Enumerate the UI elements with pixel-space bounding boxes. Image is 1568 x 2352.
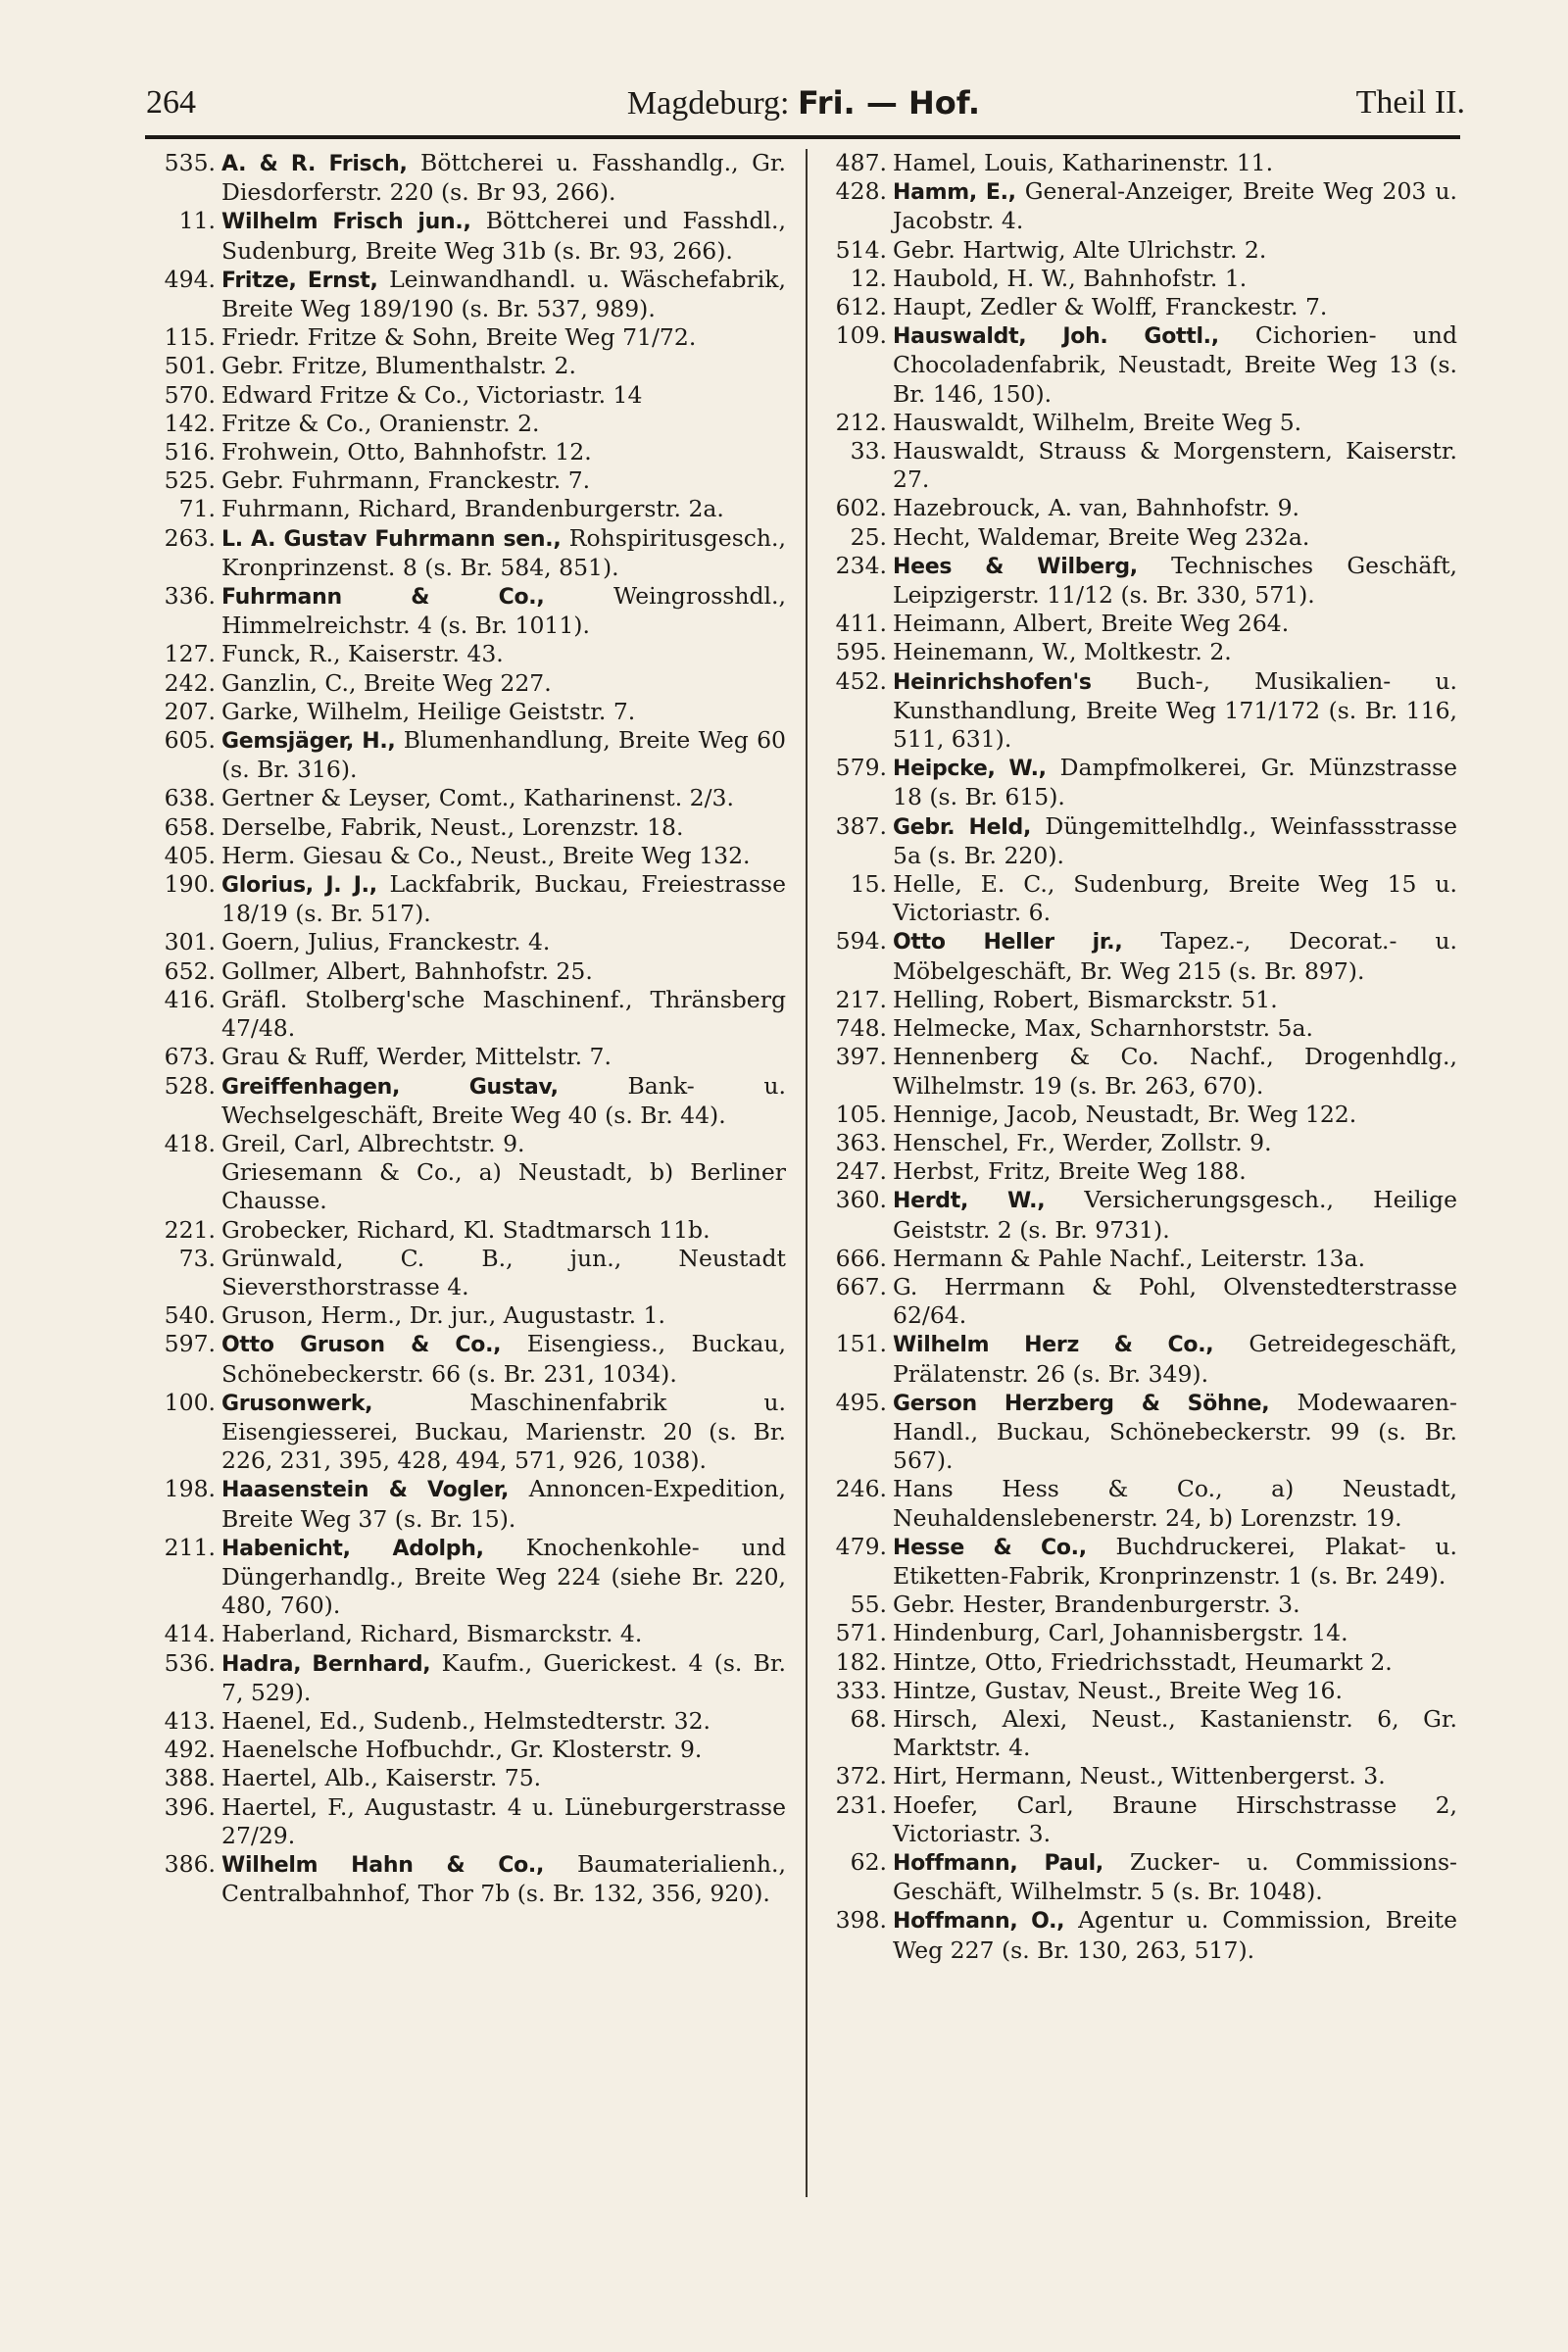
entry-firm-name: Hadra, Bernhard, [221,1651,431,1677]
entry-text: Buch-, Musikalien- u. Kunsthandlung, Breite Weg 171/172 (s. Br. 116, 511, 631). [893,666,1457,754]
directory-entry [147,669,786,698]
directory-entry [147,410,786,438]
directory-entry [147,149,786,207]
entry-number: 594. [835,927,887,956]
directory-entry [818,927,1457,985]
entry-text: Griesemann & Co., a) Neustadt, b) Berliner Chausse. [221,1158,786,1215]
running-title [142,84,1465,122]
directory-entry [818,1791,1457,1848]
directory-entry [818,1014,1457,1043]
entry-number: 396. [164,1792,216,1821]
directory-entry [818,1186,1457,1244]
entry-number: 525. [164,466,216,495]
entry-text: Hoefer, Carl, Braune Hirschstrasse 2, Victoriastr. 3. [893,1790,1457,1847]
directory-entry [147,1130,786,1158]
entry-text: Maschinenfabrik u. Eisengiesserei, Buckau, Marienstr. 20 (s. Br. 226, 231, 395, 428, 494, 571, 926, 1038). [221,1388,786,1475]
entry-text: Hans Hess & Co., a) Neustadt, Neuhaldenslebenerstr. 24, b) Lorenzstr. 19. [893,1475,1457,1532]
entry-text: Zucker- u. Commissions-Geschäft, Wilhelmstr. 5 (s. Br. 1048). [893,1847,1457,1906]
directory-entry [818,149,1457,177]
entry-number: 571. [835,1619,887,1647]
entry-number: 100. [164,1388,216,1416]
directory-entry [818,1129,1457,1157]
entry-text: Düngemittelhdlg., Weinfassstrasse 5a (s. Br. 220). [893,811,1457,869]
entry-number: 514. [835,235,887,264]
directory-entry [818,1157,1457,1186]
entry-number: 360. [835,1186,887,1214]
entry-text: Hindenburg, Carl, Johannisbergstr. 14. [893,1619,1348,1647]
entry-text: Haupt, Zedler & Wolff, Franckestr. 7. [893,293,1328,321]
entry-number: 105. [835,1100,887,1128]
entry-firm-name: A. & R. Frisch, [221,152,408,176]
directory-entry [818,610,1457,638]
directory-entry [818,523,1457,552]
directory-entry [147,1793,786,1850]
entry-number: 667. [835,1272,887,1300]
entry-text: Heinemann, W., Moltkestr. 2. [893,638,1232,666]
directory-entry [818,265,1457,293]
entry-text: Haenelsche Hofbuchdr., Gr. Klosterstr. 9. [221,1736,703,1764]
directory-entry [147,1216,786,1245]
directory-entry [147,1534,786,1621]
entry-text: Gräfl. Stolberg'sche Maschinenf., Thränsberg 47/48. [221,985,786,1043]
entry-text: Haberland, Richard, Bismarckstr. 4. [221,1620,643,1648]
directory-entry [818,1533,1457,1591]
entry-text: Frohwein, Otto, Bahnhofstr. 12. [221,438,592,466]
entry-firm-name: Gerson Herzberg & Söhne, [893,1391,1270,1416]
entry-number: 536. [164,1648,216,1677]
entry-text: Greil, Carl, Albrechtstr. 9. [221,1129,525,1157]
entry-number: 73. [178,1244,216,1272]
entry-text: Bank- u. Wechselgeschäft, Breite Weg 40 (s. Br. 44). [221,1071,786,1129]
directory-entry [147,726,786,784]
entry-firm-name: Hamm, E., [893,180,1016,206]
entry-text: Leinwandhandl. u. Wäschefabrik, Breite Weg 189/190 (s. Br. 537, 989). [221,265,786,323]
entry-number: 535. [164,149,216,176]
entry-number: 363. [835,1128,887,1156]
entry-number: 387. [835,811,887,840]
entry-number: 516. [164,438,216,466]
entry-number: 301. [164,928,216,956]
entry-number: 413. [164,1706,216,1735]
entry-number: 231. [835,1790,887,1819]
entry-number: 658. [164,812,216,841]
entry-number: 109. [835,321,887,350]
directory-entry [147,640,786,668]
entry-number: 414. [164,1620,216,1648]
entry-text: Gebr. Fuhrmann, Franckestr. 7. [221,466,591,495]
directory-entry [147,466,786,495]
directory-entry [818,1619,1457,1647]
entry-firm-name: Glorius, J. J., [221,873,377,899]
entry-number: 386. [164,1849,216,1878]
entry-number: 612. [835,293,887,321]
entry-number: 405. [164,841,216,869]
entry-text: Friedr. Fritze & Sohn, Breite Weg 71/72. [221,323,697,352]
entry-text: Grünwald, C. B., jun., Neustadt Sieversthorstrasse 4. [221,1244,786,1300]
directory-entry [147,928,786,956]
entry-text: Herm. Giesau & Co., Neust., Breite Weg 132. [221,841,751,869]
section-label: Theil II. [1355,84,1465,121]
entry-text: Gollmer, Albert, Bahnhofstr. 25. [221,956,593,985]
entry-text: Weingrosshdl., Himmelreichstr. 4 (s. Br. 1011). [221,582,786,640]
entry-text: Haertel, Alb., Kaiserstr. 75. [221,1764,542,1792]
entry-firm-name: Wilhelm Herz & Co., [893,1333,1214,1358]
entry-text: Böttcherei u. Fasshandlg., Gr. Diesdorferstr. 220 (s. Br 93, 266). [221,149,786,207]
entry-text: Gertner & Leyser, Comt., Katharinenst. 2/3. [221,784,734,812]
entry-text: Modewaaren-Handl., Buckau, Schönebeckerstr. 99 (s. Br. 567). [893,1388,1457,1475]
directory-entry [147,266,786,323]
directory-entry [147,1043,786,1071]
entry-text: Eisengiess., Buckau, Schönebeckerstr. 66 (s. Br. 231, 1034). [221,1330,786,1388]
running-title-city: Magdeburg: [626,85,790,122]
entry-number: 333. [835,1676,887,1704]
page-number: 264 [146,84,196,121]
entry-text: Gebr. Hester, Brandenburgerstr. 3. [893,1591,1300,1619]
entry-firm-name: Hoffmann, Paul, [893,1850,1103,1876]
entry-number: 198. [164,1475,216,1503]
entry-text: Kaufm., Guerickest. 4 (s. Br. 7, 529). [221,1648,786,1706]
entry-text: Gebr. Fritze, Blumenthalstr. 2. [221,352,576,380]
entry-text: Getreidegeschäft, Prälatenstr. 26 (s. Br. 349). [893,1330,1457,1388]
entry-number: 190. [164,870,216,899]
entry-number: 211. [164,1533,216,1561]
entry-text: Herbst, Fritz, Breite Weg 188. [893,1157,1247,1186]
entry-number: 492. [164,1736,216,1764]
entry-text: Fritze & Co., Oranienstr. 2. [221,409,540,437]
directory-entry [818,1475,1457,1532]
entry-text: Grobecker, Richard, Kl. Stadtmarsch 11b. [221,1215,710,1244]
directory-entry [818,1245,1457,1273]
entry-number: 479. [835,1532,887,1560]
entry-number: 652. [164,956,216,985]
entry-number: 151. [835,1330,887,1358]
entry-number: 207. [164,697,216,725]
directory-entry [818,409,1457,437]
directory-entry [147,1649,786,1707]
entry-number: 142. [164,409,216,437]
entry-text: Gruson, Herm., Dr. jur., Augustastr. 1. [221,1301,665,1330]
entry-number: 62. [850,1847,887,1876]
directory-entry [818,870,1457,927]
entry-text: Hermann & Pahle Nachf., Leiterstr. 13a. [893,1244,1366,1272]
entry-text: Hazebrouck, A. van, Bahnhofstr. 9. [893,494,1300,522]
entry-number: 416. [164,985,216,1013]
entry-firm-name: Otto Heller jr., [893,930,1123,956]
directory-entry [818,812,1457,870]
directory-entry [818,1101,1457,1129]
entry-number: 411. [835,610,887,638]
directory-entry [147,323,786,352]
entry-firm-name: Herdt, W., [893,1189,1046,1214]
entry-firm-name: Greiffenhagen, Gustav, [221,1074,559,1100]
directory-entry [818,1705,1457,1762]
entry-text: Hecht, Waldemar, Breite Weg 232a. [893,522,1310,551]
entry-text: Tapez.-, Decorat.- u. Möbelgeschäft, Br. Weg 215 (s. Br. 897). [893,927,1457,985]
entry-text: Hintze, Gustav, Neust., Breite Weg 16. [893,1676,1343,1704]
entry-text: Hirt, Hermann, Neust., Wittenbergerst. 3. [893,1762,1386,1790]
entry-text: G. Herrmann & Pohl, Olvenstedterstrasse 62/64. [893,1272,1457,1330]
entry-number: 452. [835,666,887,695]
directory-entry [818,552,1457,610]
directory-entry [147,1072,786,1130]
directory-entry [818,1273,1457,1330]
page-header [142,80,1465,129]
entry-text: Heimann, Albert, Breite Weg 264. [893,610,1290,638]
entry-text: Cichorien- und Chocoladenfabrik, Neustadt, Breite Weg 13 (s. Br. 146, 150). [893,321,1457,408]
directory-entry [147,1707,786,1736]
entry-text: General-Anzeiger, Breite Weg 203 u. Jacobstr. 4. [893,177,1457,235]
entry-firm-name: Gebr. Held, [893,814,1032,840]
directory-entry [147,1301,786,1330]
entry-firm-name: Heinrichshofen's [893,669,1092,695]
directory-entry [147,1764,786,1792]
entry-firm-name: Fritze, Ernst, [221,268,378,293]
header-rule [145,135,1460,139]
entry-number: 602. [835,494,887,522]
directory-entry [147,1475,786,1533]
directory-entry [818,1043,1457,1100]
entry-number: 388. [164,1764,216,1792]
entry-number: 397. [835,1043,887,1071]
entry-number: 127. [164,640,216,668]
entry-text: Garke, Wilhelm, Heilige Geiststr. 7. [221,697,636,725]
directory-entry [147,698,786,726]
entry-number: 212. [835,408,887,436]
entry-number: 494. [164,265,216,293]
entry-text: Edward Fritze & Co., Victoriastr. 14 [221,380,643,409]
entry-number: 495. [835,1388,887,1416]
entry-number: 666. [835,1244,887,1272]
entry-number: 11. [178,207,216,235]
directory-entry [147,1736,786,1764]
directory-entry [147,381,786,410]
entry-number: 115. [164,323,216,352]
left-column [147,149,786,1908]
entry-text: Blumenhandlung, Breite Weg 60 (s. Br. 316). [221,726,786,784]
entry-number: 398. [835,1906,887,1935]
directory-entry [147,524,786,582]
entry-text: Böttcherei und Fasshdl., Sudenburg, Breite Weg 31b (s. Br. 93, 266). [221,207,786,265]
directory-entry [818,986,1457,1014]
entry-number: 71. [178,495,216,523]
entry-number: 25. [850,522,887,551]
entry-number: 12. [850,264,887,292]
entry-text: Hintze, Otto, Friedrichsstadt, Heumarkt 2. [893,1647,1393,1676]
entry-number: 247. [835,1157,887,1186]
entry-number: 217. [835,985,887,1013]
entry-firm-name: Haasenstein & Vogler, [221,1478,510,1503]
entry-firm-name: Hesse & Co., [893,1535,1087,1560]
directory-entry [147,957,786,986]
entry-text: Ganzlin, C., Breite Weg 227. [221,668,552,697]
running-title-range: Fri. — Hof. [797,84,981,122]
directory-entry [147,1850,786,1908]
directory-entry [147,1158,786,1215]
directory-entry [147,495,786,523]
entry-number: 579. [835,754,887,782]
directory-entry [818,1677,1457,1705]
entry-text: Haenel, Ed., Sudenb., Helmstedterstr. 32. [221,1706,710,1735]
directory-entry [147,1245,786,1301]
directory-entry [818,1330,1457,1388]
directory-entry [818,236,1457,265]
entry-firm-name: Grusonwerk, [221,1391,373,1416]
entry-text: Helling, Robert, Bismarckstr. 51. [893,985,1278,1013]
directory-entry [818,1848,1457,1906]
entry-number: 221. [164,1215,216,1244]
entry-text: Agentur u. Commission, Breite Weg 227 (s. Br. 130, 263, 517). [893,1906,1457,1964]
entry-text: Funck, R., Kaiserstr. 43. [221,640,504,668]
entry-number: 182. [835,1647,887,1676]
entry-text: Lackfabrik, Buckau, Freiestrasse 18/19 (s. Br. 517). [221,870,787,928]
entry-text: Buchdruckerei, Plakat- u. Etiketten-Fabrik, Kronprinzenstr. 1 (s. Br. 249). [893,1532,1457,1590]
entry-firm-name: Wilhelm Frisch jun., [221,210,471,235]
entry-text: Hamel, Louis, Katharinenstr. 11. [893,149,1274,176]
right-column [818,149,1457,1965]
entry-number: 428. [835,177,887,206]
entry-firm-name: Hauswaldt, Joh. Gottl., [893,324,1219,350]
directory-entry [147,1330,786,1388]
directory-entry [818,1906,1457,1964]
directory-entry [818,1591,1457,1619]
entry-firm-name: Habenicht, Adolph, [221,1536,484,1561]
entry-text: Helmecke, Max, Scharnhorststr. 5a. [893,1014,1313,1043]
entry-text: Henschel, Fr., Werder, Zollstr. 9. [893,1128,1272,1156]
entry-text: Goern, Julius, Franckestr. 4. [221,928,551,956]
directory-entry [147,582,786,640]
entry-text: Grau & Ruff, Werder, Mittelstr. 7. [221,1043,612,1071]
directory-entry [147,1389,786,1476]
entry-firm-name: Gemsjäger, H., [221,729,396,755]
entry-number: 418. [164,1129,216,1157]
entry-text: Haubold, H. W., Bahnhofstr. 1. [893,264,1248,292]
entry-number: 597. [164,1330,216,1358]
entry-firm-name: Hees & Wilberg, [893,554,1138,579]
entry-firm-name: Heipcke, W., [893,757,1047,782]
entry-number: 234. [835,551,887,579]
entry-number: 570. [164,380,216,409]
directory-entry [147,207,786,265]
directory-entry [147,784,786,812]
entry-number: 246. [835,1475,887,1503]
directory-entry [818,1389,1457,1476]
entry-number: 68. [850,1704,887,1733]
entry-number: 55. [850,1591,887,1619]
entry-number: 501. [164,352,216,380]
entry-text: Hennenberg & Co. Nachf., Drogenhdlg., Wilhelmstr. 19 (s. Br. 263, 670). [893,1043,1457,1100]
directory-entry [147,438,786,466]
entry-number: 748. [835,1014,887,1043]
entry-number: 242. [164,668,216,697]
entry-text: Derselbe, Fabrik, Neust., Lorenzstr. 18. [221,812,684,841]
directory-entry [818,638,1457,666]
directory-entry [147,1620,786,1648]
directory-entry [818,437,1457,494]
directory-entry [147,842,786,870]
directory-entry [818,1762,1457,1790]
directory-entry [147,352,786,380]
column-divider [806,149,808,2197]
entry-text: Versicherungsgesch., Heilige Geiststr. 2 (s. Br. 9731). [893,1186,1457,1244]
entry-number: 540. [164,1301,216,1330]
entry-firm-name: Hoffmann, O., [893,1909,1065,1935]
entry-firm-name: Wilhelm Hahn & Co., [221,1852,545,1878]
entry-number: 605. [164,726,216,755]
entry-text: Technisches Geschäft, Leipzigerstr. 11/12 (s. Br. 330, 571). [893,551,1457,610]
entry-firm-name: L. A. Gustav Fuhrmann sen., [221,526,562,552]
entry-text: Knochenkohle- und Düngerhandlg., Breite Weg 224 (siehe Br. 220, 480, 760). [221,1533,786,1620]
entry-number: 336. [164,582,216,611]
directory-entry [818,321,1457,409]
entry-number: 673. [164,1043,216,1071]
entry-text: Fuhrmann, Richard, Brandenburgerstr. 2a. [221,495,724,523]
entry-number: 33. [850,437,887,466]
entry-text: Dampfmolkerei, Gr. Münzstrasse 18 (s. Br. 615). [893,754,1457,811]
directory-entry [147,870,786,928]
entry-text: Helle, E. C., Sudenburg, Breite Weg 15 u. Victoriastr. 6. [893,870,1457,927]
entry-text: Hauswaldt, Wilhelm, Breite Weg 5. [893,408,1302,436]
directory-entry [818,667,1457,755]
entry-number: 487. [835,149,887,176]
entry-number: 263. [164,523,216,552]
entry-text: Rohspiritusgesch., Kronprinzenst. 8 (s. Br. 584, 851). [221,523,786,581]
directory-entry [818,177,1457,235]
entry-text: Baumaterialienh., Centralbahnhof, Thor 7b (s. Br. 132, 356, 920). [221,1849,786,1908]
directory-entry [818,293,1457,321]
directory-entry [818,494,1457,522]
entry-text: Hauswaldt, Strauss & Morgenstern, Kaiserstr. 27. [893,437,1457,494]
directory-entry [818,1648,1457,1677]
entry-firm-name: Fuhrmann & Co., [221,585,545,611]
directory-entry [147,813,786,842]
entry-firm-name: Otto Gruson & Co., [221,1333,502,1358]
entry-text: Hirsch, Alexi, Neust., Kastanienstr. 6, Gr. Marktstr. 4. [893,1704,1457,1762]
entry-text: Haertel, F., Augustastr. 4 u. Lüneburgerstrasse 27/29. [221,1792,786,1849]
entry-number: 638. [164,784,216,812]
entry-text: Annoncen-Expedition, Breite Weg 37 (s. Br. 15). [221,1475,786,1533]
directory-entry [818,754,1457,811]
entry-text: Hennige, Jacob, Neustadt, Br. Weg 122. [893,1100,1357,1128]
entry-number: 372. [835,1762,887,1790]
entry-number: 15. [850,870,887,899]
entry-text: Gebr. Hartwig, Alte Ulrichstr. 2. [893,235,1267,264]
entry-number: 528. [164,1071,216,1100]
directory-entry [147,986,786,1043]
entry-number: 595. [835,638,887,666]
